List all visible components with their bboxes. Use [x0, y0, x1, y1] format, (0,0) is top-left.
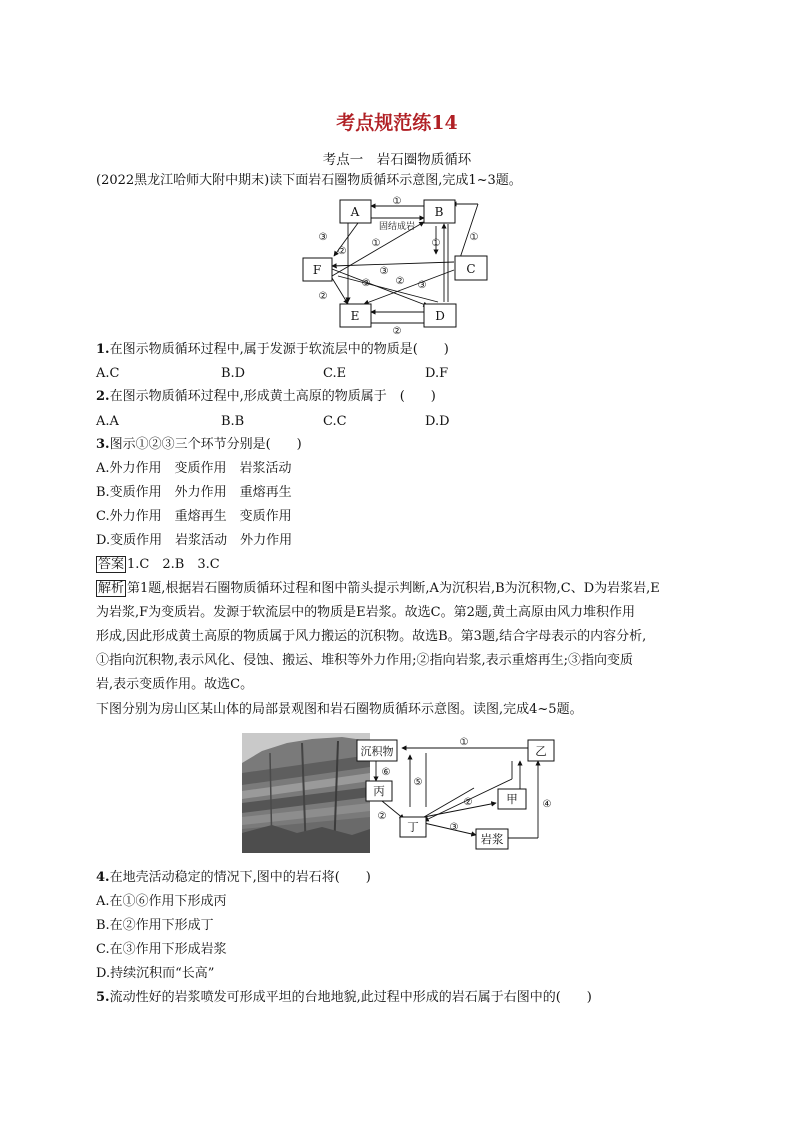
q2-option-c: C.C	[323, 414, 347, 429]
node-ding: 丁	[407, 820, 419, 834]
mark-2: ②	[395, 276, 405, 287]
q4-option-d: D.持续沉积而“长高”	[96, 966, 215, 981]
analysis-line-1: 解析 第1题,根据岩石圈物质循环过程和图中箭头提示判断,A为沉积岩,B为沉积物,C、D为岩浆岩,E	[98, 581, 660, 596]
node-yi: 乙	[535, 744, 547, 758]
q4-option-b: B.在②作用下形成丁	[96, 918, 214, 933]
answer-tag: 答案	[98, 557, 125, 572]
page-title: 考点规范练14	[336, 112, 458, 134]
mark-3: ③	[318, 232, 328, 243]
q2-option-d: D.D	[425, 414, 450, 429]
node-E: E	[350, 309, 360, 323]
mark-3: ③	[449, 822, 459, 833]
analysis-tag: 解析	[98, 581, 125, 596]
node-magma: 岩浆	[480, 832, 504, 846]
section-heading: 考点一 岩石圈物质循环	[322, 152, 472, 168]
mark-2: ②	[463, 797, 473, 808]
node-D: D	[435, 309, 445, 323]
intro-text-2: 下图分别为房山区某山体的局部景观图和岩石圈物质循环示意图。读图,完成4~5题。	[96, 702, 583, 717]
q1-option-b: B.D	[221, 366, 246, 381]
answer-text: 1.C 2.B 3.C	[127, 557, 220, 572]
q3-option-c: C.外力作用 重熔再生 变质作用	[96, 509, 292, 524]
mark-2: ②	[377, 811, 387, 822]
node-A: A	[350, 205, 360, 219]
mark-3: ③	[417, 280, 427, 291]
mark-1: ①	[371, 238, 381, 249]
q1-option-a: A.C	[96, 366, 120, 381]
mark-1: ①	[392, 196, 402, 207]
mark-3: ③	[361, 278, 371, 289]
node-jia: 甲	[506, 792, 518, 806]
mark-2: ②	[337, 246, 347, 257]
question-4: 4.在地壳活动稳定的情况下,图中的岩石将( )	[96, 870, 371, 885]
analysis-line-3: 形成,因此形成黄土高原的物质属于风力搬运的沉积物。故选B。第3题,结合字母表示的内容分析,	[96, 629, 647, 644]
mountain-photo	[242, 733, 370, 853]
mark-5: ⑤	[413, 777, 423, 788]
mark-2: ②	[318, 291, 328, 302]
mark-6: ⑥	[381, 767, 391, 778]
node-F: F	[312, 263, 322, 277]
label-consolidate: 固结成岩	[378, 222, 416, 232]
mark-1: ①	[469, 232, 479, 243]
question-3: 3.图示①②③三个环节分别是( )	[96, 437, 302, 452]
q2-option-a: A.A	[96, 414, 119, 429]
node-sediment: 沉积物	[360, 745, 394, 758]
q3-option-a: A.外力作用 变质作用 岩浆活动	[96, 461, 292, 476]
mark-1: ①	[459, 737, 469, 748]
mark-3: ③	[379, 266, 389, 277]
analysis-line-4: ①指向沉积物,表示风化、侵蚀、搬运、堆积等外力作用;②指向岩浆,表示重熔再生;③指向变质	[96, 653, 634, 668]
mark-2: ②	[392, 326, 402, 337]
question-1: 1.在图示物质循环过程中,属于发源于软流层中的物质是( )	[96, 342, 449, 357]
q4-option-c: C.在③作用下形成岩浆	[96, 942, 227, 957]
node-B: B	[434, 205, 444, 219]
q4-option-a: A.在①⑥作用下形成丙	[96, 894, 227, 909]
rock-cycle-diagram-1	[298, 196, 490, 337]
question-5: 5.流动性好的岩浆喷发可形成平坦的台地地貌,此过程中形成的岩石属于右图中的( )	[96, 990, 592, 1005]
rock-cycle-diagram-2	[352, 733, 560, 853]
intro-text-1: (2022黑龙江哈师大附中期末)读下面岩石圈物质循环示意图,完成1~3题。	[96, 173, 522, 188]
q1-option-c: C.E	[323, 366, 347, 381]
q2-option-b: B.B	[221, 414, 245, 429]
analysis-line-5: 岩,表示变质作用。故选C。	[96, 677, 254, 692]
q3-option-d: D.变质作用 岩浆活动 外力作用	[96, 533, 293, 548]
node-bing: 丙	[373, 784, 385, 798]
mark-4: ④	[542, 799, 552, 810]
q3-option-b: B.变质作用 外力作用 重熔再生	[96, 485, 292, 500]
node-C: C	[466, 262, 476, 276]
mark-1: ①	[431, 238, 441, 249]
q1-option-d: D.F	[425, 366, 449, 381]
answer-line	[96, 556, 220, 573]
question-2: 2.在图示物质循环过程中,形成黄土高原的物质属于 ( )	[96, 389, 436, 404]
analysis-line-2: 为岩浆,F为变质岩。发源于软流层中的物质是E岩浆。故选C。第2题,黄土高原由风力堆积作用	[96, 605, 635, 620]
